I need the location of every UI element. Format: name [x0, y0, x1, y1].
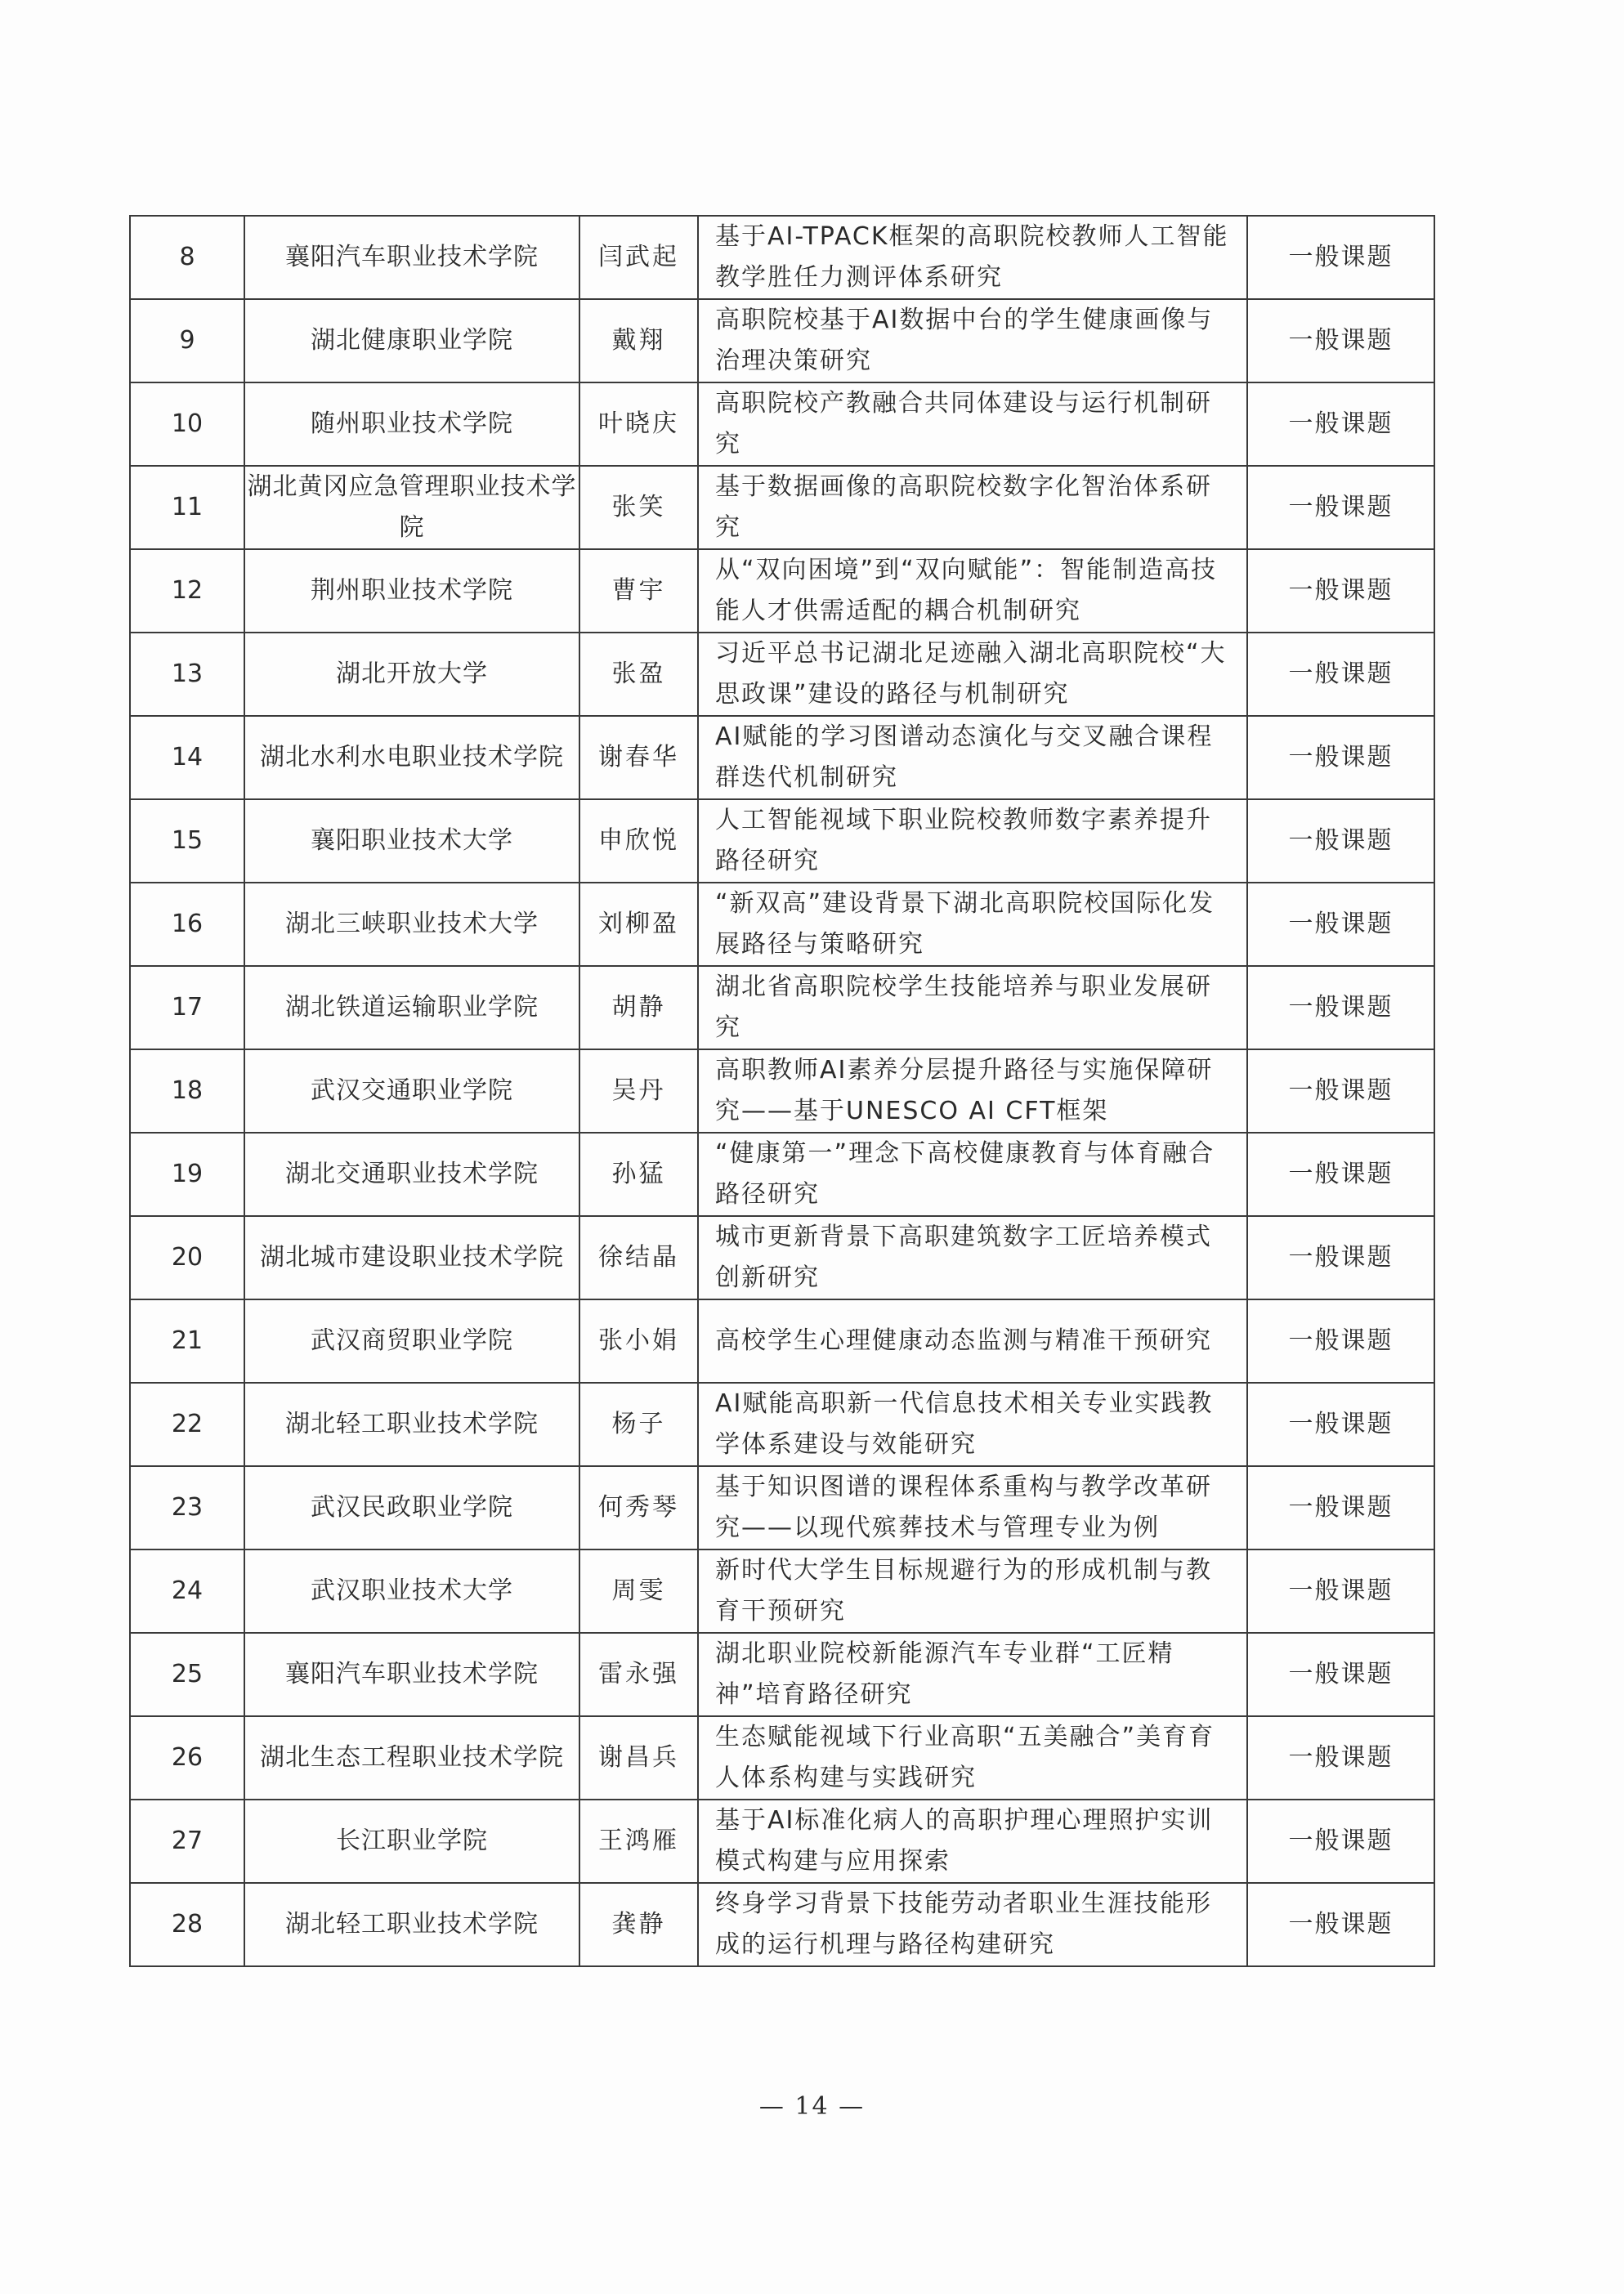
table-row	[130, 1716, 1434, 1800]
project-title-cell: 基于AI-TPACK框架的高职院校教师人工智能教学胜任力测评体系研究	[698, 216, 1247, 299]
row-number: 14	[130, 716, 244, 799]
principal-investigator-cell: 曹宇	[579, 549, 698, 633]
principal-investigator-cell: 周雯	[579, 1549, 698, 1633]
institution-cell: 襄阳汽车职业技术学院	[244, 1633, 579, 1716]
institution-cell: 荆州职业技术学院	[244, 549, 579, 633]
project-title-cell: 从“双向困境”到“双向赋能”：智能制造高技能人才供需适配的耦合机制研究	[698, 549, 1247, 633]
project-title-cell: 高校学生心理健康动态监测与精准干预研究	[698, 1299, 1247, 1383]
project-title-cell: 生态赋能视域下行业高职“五美融合”美育育人体系构建与实践研究	[698, 1716, 1247, 1800]
institution-cell: 湖北生态工程职业技术学院	[244, 1716, 579, 1800]
project-table	[129, 215, 1435, 1967]
institution-cell: 湖北健康职业学院	[244, 299, 579, 382]
principal-investigator-cell: 张小娟	[579, 1299, 698, 1383]
principal-investigator-cell: 吴丹	[579, 1049, 698, 1133]
table-row	[130, 382, 1434, 466]
table-row	[130, 966, 1434, 1049]
project-title-cell: 高职院校基于AI数据中台的学生健康画像与治理决策研究	[698, 299, 1247, 382]
project-type-cell: 一般课题	[1247, 466, 1434, 549]
project-title-cell: 终身学习背景下技能劳动者职业生涯技能形成的运行机理与路径构建研究	[698, 1883, 1247, 1966]
project-title-cell: 湖北省高职院校学生技能培养与职业发展研究	[698, 966, 1247, 1049]
project-type-cell: 一般课题	[1247, 1549, 1434, 1633]
table-row	[130, 1466, 1434, 1549]
project-table-body	[130, 216, 1434, 1966]
row-number: 17	[130, 966, 244, 1049]
project-type-cell: 一般课题	[1247, 1800, 1434, 1883]
project-title-cell: 城市更新背景下高职建筑数字工匠培养模式创新研究	[698, 1216, 1247, 1299]
institution-cell: 湖北城市建设职业技术学院	[244, 1216, 579, 1299]
table-row	[130, 883, 1434, 966]
project-type-cell: 一般课题	[1247, 633, 1434, 716]
row-number: 10	[130, 382, 244, 466]
institution-cell: 武汉职业技术大学	[244, 1549, 579, 1633]
table-row	[130, 466, 1434, 549]
row-number: 20	[130, 1216, 244, 1299]
row-number: 16	[130, 883, 244, 966]
project-title-cell: 高职院校产教融合共同体建设与运行机制研究	[698, 382, 1247, 466]
principal-investigator-cell: 闫武起	[579, 216, 698, 299]
row-number: 24	[130, 1549, 244, 1633]
row-number: 26	[130, 1716, 244, 1800]
project-type-cell: 一般课题	[1247, 1133, 1434, 1216]
row-number: 13	[130, 633, 244, 716]
institution-cell: 武汉民政职业学院	[244, 1466, 579, 1549]
principal-investigator-cell: 谢昌兵	[579, 1716, 698, 1800]
page-number: — 14 —	[758, 2092, 866, 2121]
principal-investigator-cell: 胡静	[579, 966, 698, 1049]
row-number: 22	[130, 1383, 244, 1466]
institution-cell: 武汉商贸职业学院	[244, 1299, 579, 1383]
principal-investigator-cell: 孙猛	[579, 1133, 698, 1216]
table-row	[130, 299, 1434, 382]
table-row	[130, 1049, 1434, 1133]
row-number: 11	[130, 466, 244, 549]
table-row	[130, 1133, 1434, 1216]
project-type-cell: 一般课题	[1247, 1299, 1434, 1383]
table-row	[130, 1383, 1434, 1466]
project-type-cell: 一般课题	[1247, 1633, 1434, 1716]
table-row	[130, 1800, 1434, 1883]
project-title-cell: AI赋能高职新一代信息技术相关专业实践教学体系建设与效能研究	[698, 1383, 1247, 1466]
project-title-cell: 湖北职业院校新能源汽车专业群“工匠精神”培育路径研究	[698, 1633, 1247, 1716]
project-title-cell: 基于知识图谱的课程体系重构与教学改革研究——以现代殡葬技术与管理专业为例	[698, 1466, 1247, 1549]
project-type-cell: 一般课题	[1247, 299, 1434, 382]
principal-investigator-cell: 徐结晶	[579, 1216, 698, 1299]
project-title-cell: 习近平总书记湖北足迹融入湖北高职院校“大思政课”建设的路径与机制研究	[698, 633, 1247, 716]
institution-cell: 湖北轻工职业技术学院	[244, 1383, 579, 1466]
table-row	[130, 1216, 1434, 1299]
institution-cell: 湖北交通职业技术学院	[244, 1133, 579, 1216]
project-type-cell: 一般课题	[1247, 716, 1434, 799]
institution-cell: 湖北黄冈应急管理职业技术学院	[244, 466, 579, 549]
project-type-cell: 一般课题	[1247, 1883, 1434, 1966]
institution-cell: 长江职业学院	[244, 1800, 579, 1883]
project-title-cell: 高职教师AI素养分层提升路径与实施保障研究——基于UNESCO AI CFT框架	[698, 1049, 1247, 1133]
row-number: 23	[130, 1466, 244, 1549]
project-type-cell: 一般课题	[1247, 216, 1434, 299]
table-row	[130, 799, 1434, 883]
table-row	[130, 549, 1434, 633]
institution-cell: 襄阳汽车职业技术学院	[244, 216, 579, 299]
table-row	[130, 1633, 1434, 1716]
institution-cell: 湖北轻工职业技术学院	[244, 1883, 579, 1966]
institution-cell: 武汉交通职业学院	[244, 1049, 579, 1133]
institution-cell: 湖北铁道运输职业学院	[244, 966, 579, 1049]
table-row	[130, 1549, 1434, 1633]
row-number: 28	[130, 1883, 244, 1966]
institution-cell: 襄阳职业技术大学	[244, 799, 579, 883]
project-title-cell: 基于AI标准化病人的高职护理心理照护实训模式构建与应用探索	[698, 1800, 1247, 1883]
project-type-cell: 一般课题	[1247, 1216, 1434, 1299]
project-title-cell: 新时代大学生目标规避行为的形成机制与教育干预研究	[698, 1549, 1247, 1633]
project-type-cell: 一般课题	[1247, 966, 1434, 1049]
row-number: 8	[130, 216, 244, 299]
row-number: 9	[130, 299, 244, 382]
project-type-cell: 一般课题	[1247, 1466, 1434, 1549]
project-type-cell: 一般课题	[1247, 1383, 1434, 1466]
project-title-cell: “新双高”建设背景下湖北高职院校国际化发展路径与策略研究	[698, 883, 1247, 966]
institution-cell: 湖北三峡职业技术大学	[244, 883, 579, 966]
principal-investigator-cell: 雷永强	[579, 1633, 698, 1716]
principal-investigator-cell: 何秀琴	[579, 1466, 698, 1549]
principal-investigator-cell: 张盈	[579, 633, 698, 716]
project-type-cell: 一般课题	[1247, 549, 1434, 633]
principal-investigator-cell: 叶晓庆	[579, 382, 698, 466]
principal-investigator-cell: 刘柳盈	[579, 883, 698, 966]
project-type-cell: 一般课题	[1247, 1049, 1434, 1133]
principal-investigator-cell: 戴翔	[579, 299, 698, 382]
principal-investigator-cell: 张笑	[579, 466, 698, 549]
row-number: 15	[130, 799, 244, 883]
table-row	[130, 633, 1434, 716]
principal-investigator-cell: 龚静	[579, 1883, 698, 1966]
principal-investigator-cell: 申欣悦	[579, 799, 698, 883]
principal-investigator-cell: 王鸿雁	[579, 1800, 698, 1883]
table-row	[130, 1883, 1434, 1966]
row-number: 25	[130, 1633, 244, 1716]
row-number: 18	[130, 1049, 244, 1133]
institution-cell: 湖北水利水电职业技术学院	[244, 716, 579, 799]
table-row	[130, 716, 1434, 799]
table-row	[130, 216, 1434, 299]
project-title-cell: AI赋能的学习图谱动态演化与交叉融合课程群迭代机制研究	[698, 716, 1247, 799]
project-title-cell: 基于数据画像的高职院校数字化智治体系研究	[698, 466, 1247, 549]
project-type-cell: 一般课题	[1247, 1716, 1434, 1800]
row-number: 19	[130, 1133, 244, 1216]
project-type-cell: 一般课题	[1247, 382, 1434, 466]
project-type-cell: 一般课题	[1247, 799, 1434, 883]
table-row	[130, 1299, 1434, 1383]
principal-investigator-cell: 谢春华	[579, 716, 698, 799]
row-number: 21	[130, 1299, 244, 1383]
row-number: 27	[130, 1800, 244, 1883]
row-number: 12	[130, 549, 244, 633]
institution-cell: 随州职业技术学院	[244, 382, 579, 466]
project-title-cell: “健康第一”理念下高校健康教育与体育融合路径研究	[698, 1133, 1247, 1216]
project-title-cell: 人工智能视域下职业院校教师数字素养提升路径研究	[698, 799, 1247, 883]
principal-investigator-cell: 杨子	[579, 1383, 698, 1466]
institution-cell: 湖北开放大学	[244, 633, 579, 716]
project-type-cell: 一般课题	[1247, 883, 1434, 966]
